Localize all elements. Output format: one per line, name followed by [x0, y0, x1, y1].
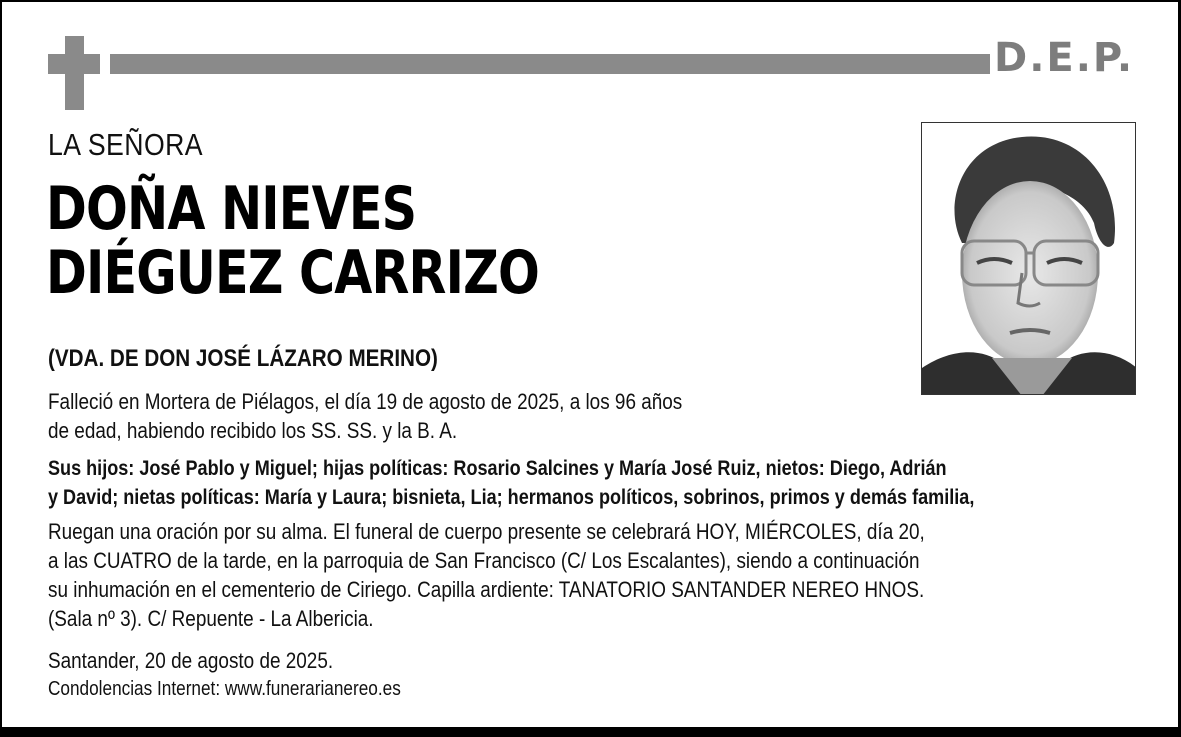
portrait-image: [922, 123, 1136, 395]
cross-icon-arm: [48, 54, 100, 74]
name-line-2: DIÉGUEZ CARRIZO: [46, 238, 539, 308]
place-date: Santander, 20 de agosto de 2025.: [48, 648, 334, 673]
obituary-notice: [2, 2, 1178, 727]
death-notice: [48, 387, 682, 445]
funeral-line: Ruegan una oración por su alma. El funeral de cuerpo presente se celebrará HOY, MIÉRCOLES, día 20,: [48, 519, 925, 544]
honorific: LA SEÑORA: [48, 127, 204, 162]
header-rule: [110, 54, 990, 74]
footer: [48, 647, 401, 703]
name-line-1: DOÑA NIEVES: [46, 174, 417, 244]
portrait-photo: [921, 122, 1136, 395]
funeral-line: su inhumación en el cementerio de Ciriego. Capilla ardiente: TANATORIO SANTANDER NEREO HNOS.: [48, 577, 925, 602]
family-list: [48, 454, 974, 512]
widow-of: (VDA. DE DON JOSÉ LÁZARO MERINO): [48, 345, 438, 372]
family-line: Sus hijos: José Pablo y Miguel; hijas políticas: Rosario Salcines y María José Ruiz, nietos: Diego, Adrián: [48, 456, 947, 480]
family-line: y David; nietas políticas: María y Laura; bisnieta, Lia; hermanos políticos, sobrinos, primos y demás familia,: [48, 485, 975, 509]
funeral-details: [48, 517, 925, 633]
death-notice-line: Falleció en Mortera de Piélagos, el día 19 de agosto de 2025, a los 96 años: [48, 389, 683, 414]
funeral-line: a las CUATRO de la tarde, en la parroquia de San Francisco (C/ Los Escalantes), siendo a continuación: [48, 548, 920, 573]
condolences-link[interactable]: Condolencias Internet: www.funerarianereo.es: [48, 678, 401, 700]
dep-label: D.E.P.: [994, 35, 1135, 81]
death-notice-line: de edad, habiendo recibido los SS. SS. y la B. A.: [48, 418, 458, 443]
funeral-line: (Sala nº 3). C/ Repuente - La Albericia.: [48, 606, 374, 631]
deceased-name: [46, 174, 539, 308]
